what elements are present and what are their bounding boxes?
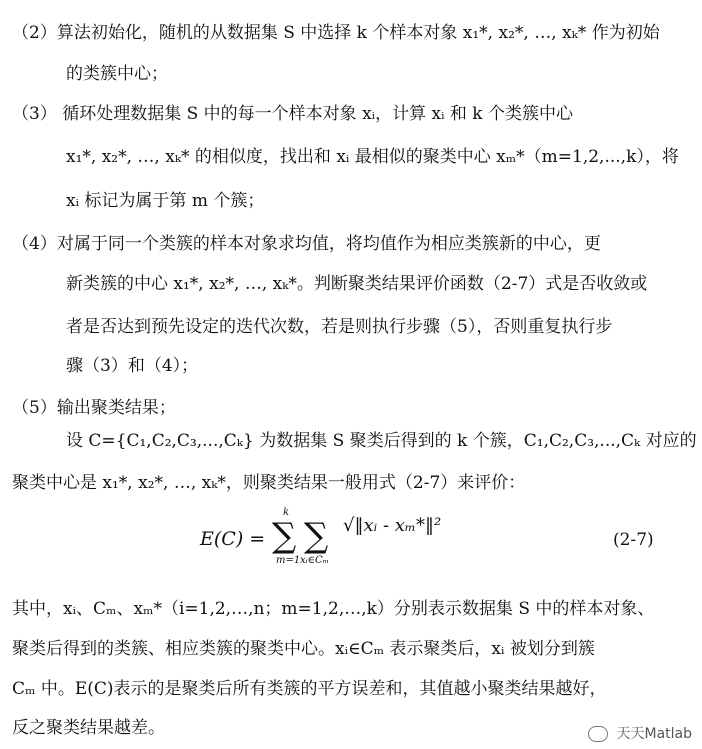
after-line-1: 其中，xᵢ、Cₘ、xₘ*（i=1,2,…,n；m=1,2,…,k）分别表示数据集 S 中的样本对象、 <box>12 599 655 619</box>
line-10: （5）输出聚类结果； <box>12 398 176 418</box>
after-line-4: 反之聚类结果越差。 <box>12 718 165 738</box>
line-3: （3） 循环处理数据集 S 中的每一个样本对象 xᵢ，计算 xᵢ 和 k 个类簇中心 <box>12 104 574 124</box>
equation-lhs: E(C) = <box>200 528 266 550</box>
after-line-2: 聚类后得到的类簇、相应类簇的聚类中心。xᵢ∈Cₘ 表示聚类后，xᵢ 被划分到簇 <box>12 639 595 659</box>
equation-radicand: √‖xᵢ - xₘ*‖² <box>343 515 442 536</box>
line-4: x₁*, x₂*, …, xₖ* 的相似度，找出和 xᵢ 最相似的聚类中心 xₘ*（m=1,2,...,k），将 <box>66 147 679 167</box>
line-1: （2）算法初始化，随机的从数据集 S 中选择 k 个样本对象 x₁*, x₂*, …, xₖ* 作为初始 <box>12 23 660 43</box>
watermark <box>588 723 692 743</box>
line-5: xᵢ 标记为属于第 m 个簇； <box>66 191 265 211</box>
wechat-icon <box>588 726 608 742</box>
sum1-lower-limit: m=1 <box>276 555 301 566</box>
line-7: 新类簇的中心 x₁*, x₂*, …, xₖ*。判断聚类结果评价函数（2-7）式是否收敛或 <box>66 274 648 294</box>
after-line-3: Cₘ 中。E(C)表示的是聚类后所有类簇的平方误差和，其值越小聚类结果越好， <box>12 679 607 699</box>
line-8: 者是否达到预先设定的迭代次数，若是则执行步骤（5），否则重复执行步 <box>66 317 613 337</box>
equation-number: (2-7) <box>613 530 654 550</box>
watermark-text: 天天Matlab <box>616 726 692 742</box>
line-12: 聚类中心是 x₁*, x₂*, …, xₖ*，则聚类结果一般用式（2-7）来评价： <box>12 473 526 493</box>
equation-2-7 <box>0 505 702 571</box>
line-11: 设 C={C₁,C₂,C₃,...,Cₖ} 为数据集 S 聚类后得到的 k 个簇，C₁,C₂,C₃,...,Cₖ 对应的 <box>66 431 697 451</box>
sum1-upper-limit: k <box>283 507 290 518</box>
sum2-lower-limit: xᵢ∈Cₘ <box>300 555 329 566</box>
sum1-sigma: ∑ <box>272 516 297 556</box>
line-9: 骤（3）和（4）； <box>66 356 199 376</box>
line-2: 的类簇中心； <box>66 64 168 84</box>
line-6: （4）对属于同一个类簇的样本对象求均值，将均值作为相应类簇新的中心，更 <box>12 234 601 254</box>
sum2-sigma: ∑ <box>304 516 329 556</box>
